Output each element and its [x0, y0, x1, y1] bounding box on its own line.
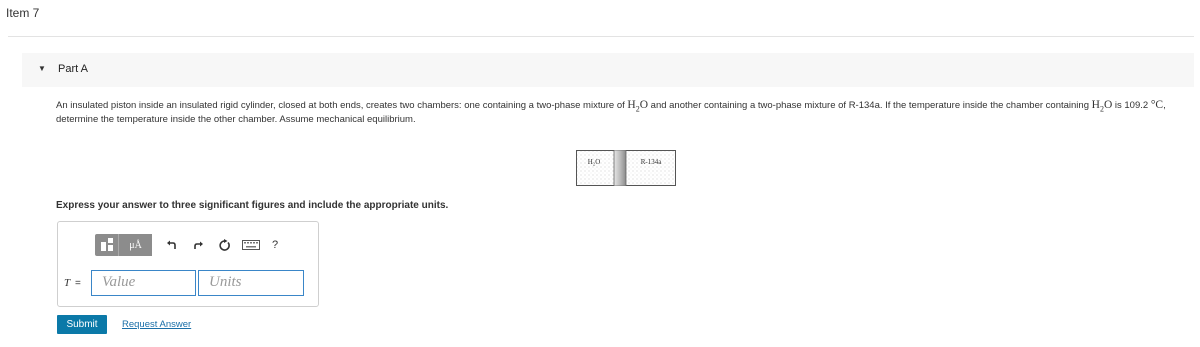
submit-button[interactable]: Submit [57, 315, 107, 334]
h2o-chamber-label: H₂O [587, 158, 601, 166]
divider [8, 36, 1194, 37]
units-symbol-button[interactable]: μÅ [118, 234, 152, 256]
piston [614, 150, 626, 186]
answer-box [57, 221, 319, 307]
collapse-triangle-icon[interactable]: ▼ [38, 64, 46, 73]
reset-icon[interactable] [215, 234, 233, 256]
instruction-text: Express your answer to three significant figures and include the appropriate units. [56, 200, 449, 211]
redo-icon[interactable] [189, 234, 207, 256]
piston-cylinder-diagram [576, 150, 676, 186]
r134a-chamber-label: R-134a [640, 158, 662, 166]
problem-seg3: is 109.2 [1112, 100, 1151, 111]
problem-seg4: , determine the temperature inside the other chamber. Assume mechanical equilibrium. [56, 100, 1166, 126]
value-input[interactable]: Value [91, 270, 196, 296]
equals-sign: = [75, 278, 81, 289]
undo-icon[interactable] [163, 234, 181, 256]
problem-text [56, 100, 1186, 125]
problem-seg2: and another containing a two-phase mixture of R-134a. If the temperature inside the chamber containing [648, 100, 1092, 111]
variable-label: T [64, 277, 71, 289]
h2o-formula: $H_2O$ [627, 99, 649, 114]
problem-seg1: An insulated piston inside an insulated rigid cylinder, closed at both ends, creates two chambers: one containing a two-phase mixture of [56, 100, 628, 111]
part-header[interactable] [22, 53, 1194, 87]
keyboard-icon[interactable] [240, 234, 262, 256]
request-answer-link[interactable]: Request Answer [122, 319, 192, 330]
units-input[interactable]: Units [198, 270, 304, 296]
temperature-unit: °C [1150, 99, 1164, 111]
h2o-formula: $H_2O$ [1091, 99, 1113, 114]
part-label: Part A [58, 63, 88, 75]
item-title: Item 7 [6, 6, 40, 20]
help-button[interactable]: ? [271, 239, 279, 251]
